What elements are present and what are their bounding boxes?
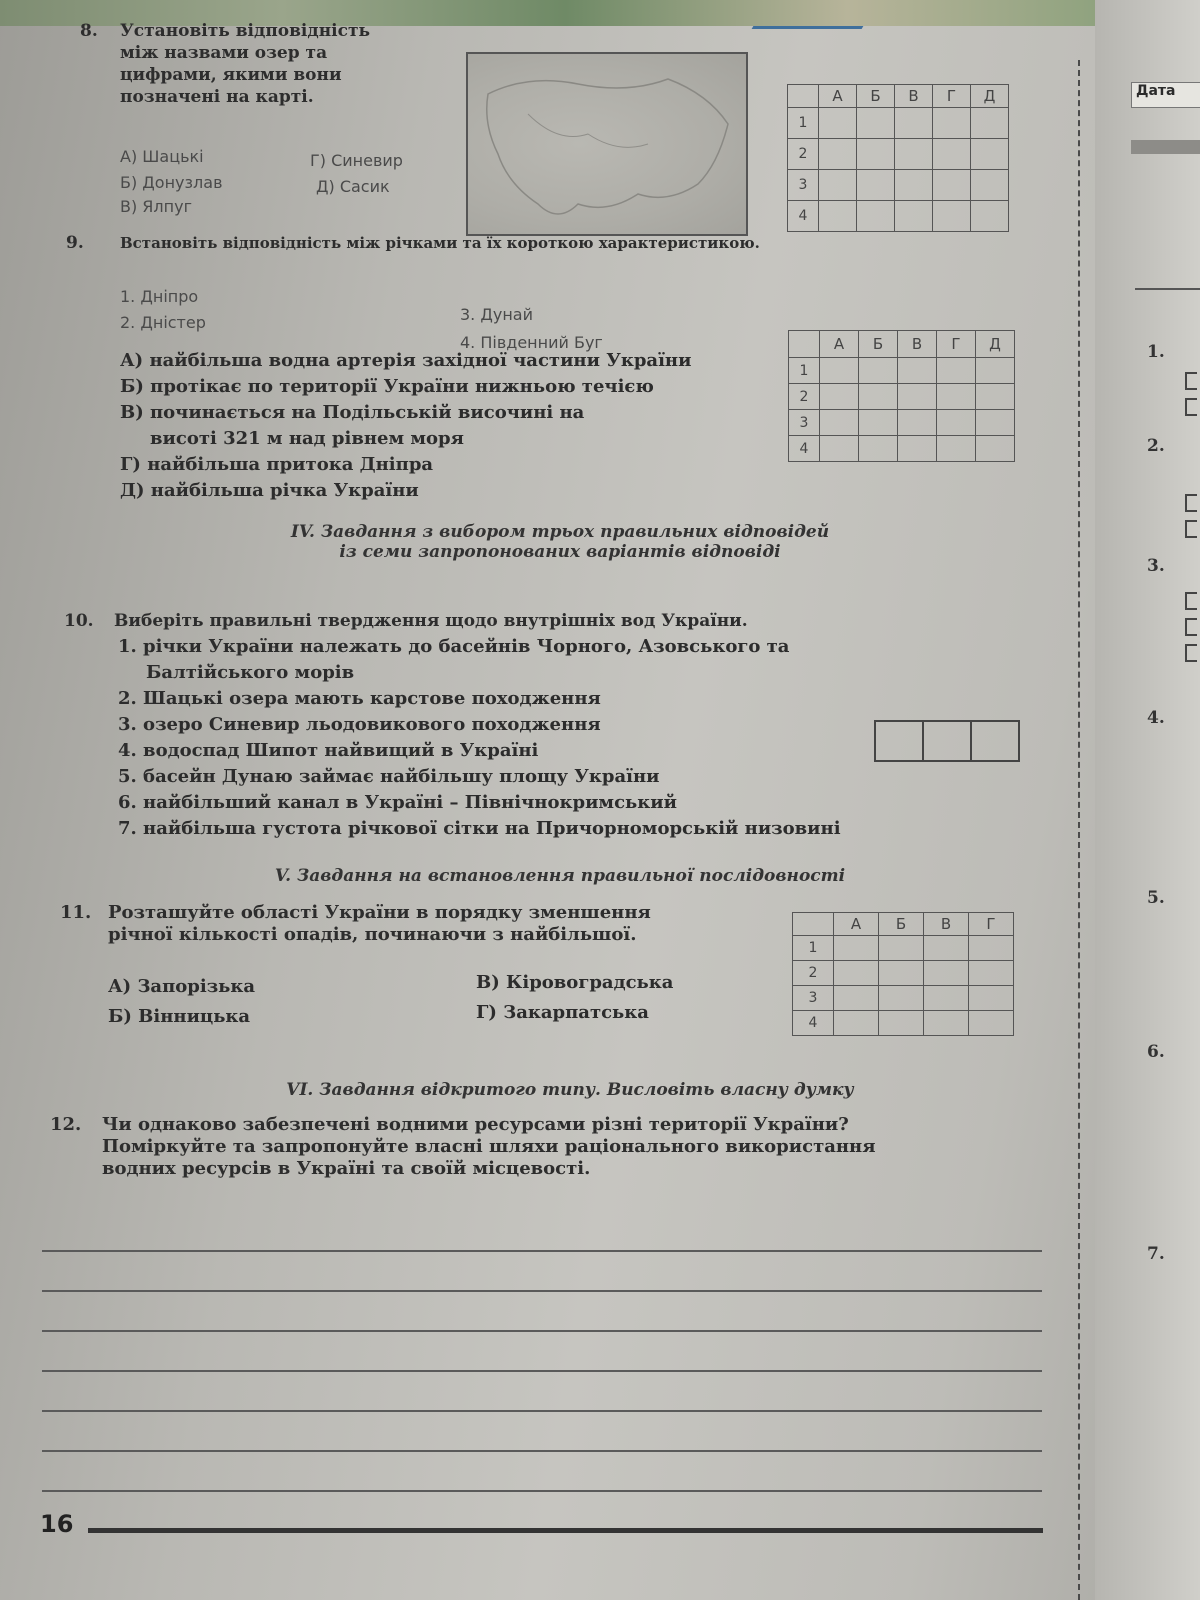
grid-cell[interactable] bbox=[969, 986, 1014, 1011]
grid-cell[interactable] bbox=[895, 139, 933, 170]
q8-number: 8. bbox=[80, 21, 98, 41]
right-number-7: 7. bbox=[1147, 1244, 1165, 1264]
grid-cell[interactable] bbox=[820, 358, 859, 384]
q8-option-d: Д) Сасик bbox=[316, 177, 390, 196]
q9-col-d: Д bbox=[976, 331, 1015, 358]
grid-cell[interactable] bbox=[976, 410, 1015, 436]
q8-col-d: Д bbox=[971, 85, 1009, 108]
q9-col-b: Б bbox=[859, 331, 898, 358]
rule-line bbox=[1135, 288, 1200, 290]
q10-option-4: 4. водоспад Шипот найвищий в Україні bbox=[118, 740, 539, 761]
lakes-map bbox=[466, 52, 748, 236]
grid-cell[interactable] bbox=[879, 1011, 924, 1036]
grid-cell[interactable] bbox=[857, 108, 895, 139]
q9-option-d: Д) найбільша річка України bbox=[120, 480, 419, 501]
page-number: 16 bbox=[40, 1510, 74, 1538]
q8-option-v: В) Ялпуг bbox=[120, 197, 192, 216]
checkbox-icon bbox=[1185, 618, 1197, 636]
q9-option-g: Г) найбільша притока Дніпра bbox=[120, 454, 434, 475]
q11-col-g: Г bbox=[969, 913, 1014, 936]
right-number-1: 1. bbox=[1147, 342, 1165, 362]
q9-answer-grid bbox=[788, 330, 1015, 462]
grid-cell[interactable] bbox=[924, 1011, 969, 1036]
q9-col-g: Г bbox=[937, 331, 976, 358]
q11-option-v: В) Кіровоградська bbox=[476, 972, 674, 993]
q9-row-4: 4 bbox=[789, 436, 820, 462]
grid-cell[interactable] bbox=[976, 358, 1015, 384]
adjacent-page bbox=[1095, 0, 1200, 1600]
grid-cell[interactable] bbox=[834, 936, 879, 961]
grid-cell[interactable] bbox=[895, 170, 933, 201]
q10-option-1: 1. річки України належать до басейнів Чорного, Азовського та bbox=[118, 636, 790, 657]
q9-row-1: 1 bbox=[789, 358, 820, 384]
grid-cell[interactable] bbox=[971, 139, 1009, 170]
grid-cell[interactable] bbox=[819, 170, 857, 201]
grid-cell[interactable] bbox=[971, 170, 1009, 201]
grid-cell[interactable] bbox=[933, 108, 971, 139]
answer-line[interactable] bbox=[42, 1250, 1042, 1252]
grid-cell[interactable] bbox=[898, 358, 937, 384]
answer-line[interactable] bbox=[42, 1410, 1042, 1412]
grid-cell[interactable] bbox=[819, 201, 857, 232]
q10-answer-box[interactable] bbox=[922, 720, 972, 762]
footer-rule bbox=[88, 1528, 1043, 1533]
q8-option-b: Б) Донузлав bbox=[120, 173, 223, 192]
q8-row-2: 2 bbox=[788, 139, 819, 170]
grid-cell[interactable] bbox=[933, 170, 971, 201]
header-band bbox=[1131, 140, 1200, 154]
q9-col-v: В bbox=[898, 331, 937, 358]
grid-cell[interactable] bbox=[834, 1011, 879, 1036]
q9-item-4: 4. Південний Буг bbox=[460, 333, 603, 352]
q8-option-a: А) Шацькі bbox=[120, 147, 204, 166]
q10-option-1-cont: Балтійського морів bbox=[146, 662, 355, 683]
grid-cell[interactable] bbox=[820, 410, 859, 436]
checkbox-icon bbox=[1185, 644, 1197, 662]
map-outline-icon bbox=[468, 54, 748, 234]
q10-option-7: 7. найбільша густота річкової сітки на Причорноморській низовині bbox=[118, 818, 841, 839]
section-4-heading: IV. Завдання з вибором трьох правильних відповідей із семи запропонованих варіантів відповіді bbox=[290, 522, 830, 562]
q10-option-2: 2. Шацькі озера мають карстове походження bbox=[118, 688, 601, 709]
grid-cell[interactable] bbox=[971, 108, 1009, 139]
grid-cell[interactable] bbox=[969, 961, 1014, 986]
checkbox-icon bbox=[1185, 398, 1197, 416]
q11-col-b: Б bbox=[879, 913, 924, 936]
grid-cell[interactable] bbox=[895, 201, 933, 232]
grid-cell[interactable] bbox=[859, 358, 898, 384]
river-line bbox=[752, 0, 879, 29]
q9-text: Встановіть відповідність між річками та їх короткою характеристикою. bbox=[120, 234, 760, 252]
q9-option-b: Б) протікає по території України нижньою течією bbox=[120, 376, 654, 397]
grid-cell[interactable] bbox=[820, 436, 859, 462]
q8-row-4: 4 bbox=[788, 201, 819, 232]
q10-number: 10. bbox=[64, 611, 94, 631]
q11-row-1: 1 bbox=[793, 936, 834, 961]
grid-cell[interactable] bbox=[933, 201, 971, 232]
q10-answer-box[interactable] bbox=[970, 720, 1020, 762]
q8-answer-grid bbox=[787, 84, 1009, 232]
q8-col-a: А bbox=[819, 85, 857, 108]
grid-cell[interactable] bbox=[937, 358, 976, 384]
q11-option-g: Г) Закарпатська bbox=[476, 1002, 649, 1023]
section-6-heading: VI. Завдання відкритого типу. Висловіть власну думку bbox=[286, 1080, 854, 1100]
section-5-heading: V. Завдання на встановлення правильної послідовності bbox=[274, 866, 846, 886]
grid-cell[interactable] bbox=[937, 410, 976, 436]
q8-row-1: 1 bbox=[788, 108, 819, 139]
grid-cell[interactable] bbox=[859, 384, 898, 410]
answer-line[interactable] bbox=[42, 1370, 1042, 1372]
grid-cell[interactable] bbox=[971, 201, 1009, 232]
grid-cell[interactable] bbox=[898, 436, 937, 462]
grid-cell[interactable] bbox=[879, 936, 924, 961]
q11-row-3: 3 bbox=[793, 986, 834, 1011]
q8-text: Установіть відповідність між назвами озер та цифрами, якими вони позначені на карті. bbox=[120, 21, 371, 107]
grid-cell[interactable] bbox=[898, 384, 937, 410]
q11-option-a: А) Запорізька bbox=[108, 976, 256, 997]
date-label: Дата bbox=[1131, 82, 1200, 108]
q11-col-a: А bbox=[834, 913, 879, 936]
q10-answer-box[interactable] bbox=[874, 720, 924, 762]
answer-line[interactable] bbox=[42, 1330, 1042, 1332]
q10-answer-boxes bbox=[876, 720, 1020, 762]
q11-row-2: 2 bbox=[793, 961, 834, 986]
grid-cell[interactable] bbox=[898, 410, 937, 436]
q9-item-2: 2. Дністер bbox=[120, 313, 206, 332]
right-number-5: 5. bbox=[1147, 888, 1165, 908]
grid-cell[interactable] bbox=[859, 436, 898, 462]
cut-line bbox=[1078, 60, 1080, 1600]
q9-row-2: 2 bbox=[789, 384, 820, 410]
q9-option-v-cont: висоті 321 м над рівнем моря bbox=[150, 428, 464, 449]
q11-answer-grid bbox=[792, 912, 1014, 1036]
grid-cell[interactable] bbox=[834, 986, 879, 1011]
grid-cell[interactable] bbox=[976, 384, 1015, 410]
grid-cell[interactable] bbox=[820, 384, 859, 410]
q11-text: Розташуйте області України в порядку зменшення річної кількості опадів, починаючи з найбільшої. bbox=[108, 902, 651, 945]
checkbox-icon bbox=[1185, 372, 1197, 390]
grid-cell[interactable] bbox=[857, 139, 895, 170]
grid-cell[interactable] bbox=[937, 436, 976, 462]
right-number-4: 4. bbox=[1147, 708, 1165, 728]
grid-cell[interactable] bbox=[819, 108, 857, 139]
answer-line[interactable] bbox=[42, 1450, 1042, 1452]
q11-col-v: В bbox=[924, 913, 969, 936]
q8-col-b: Б bbox=[857, 85, 895, 108]
grid-cell[interactable] bbox=[879, 961, 924, 986]
answer-line[interactable] bbox=[42, 1290, 1042, 1292]
q9-item-1: 1. Дніпро bbox=[120, 287, 199, 306]
grid-cell[interactable] bbox=[834, 961, 879, 986]
grid-cell[interactable] bbox=[976, 436, 1015, 462]
q11-number: 11. bbox=[60, 902, 92, 923]
q8-col-g: Г bbox=[933, 85, 971, 108]
checkbox-icon bbox=[1185, 592, 1197, 610]
q9-row-3: 3 bbox=[789, 410, 820, 436]
q10-option-6: 6. найбільший канал в Україні – Північнокримський bbox=[118, 792, 677, 813]
q12-text: Чи однаково забезпечені водними ресурсами різні території України? Поміркуйте та запропонуйте власні шляхи раціонального використання водних ресурсів в Україні та своїй місцевості. bbox=[102, 1114, 876, 1179]
right-number-6: 6. bbox=[1147, 1042, 1165, 1062]
grid-cell[interactable] bbox=[924, 986, 969, 1011]
q11-row-4: 4 bbox=[793, 1011, 834, 1036]
q9-col-a: А bbox=[820, 331, 859, 358]
grid-cell[interactable] bbox=[924, 961, 969, 986]
right-number-2: 2. bbox=[1147, 436, 1165, 456]
grid-cell[interactable] bbox=[969, 1011, 1014, 1036]
right-number-3: 3. bbox=[1147, 556, 1165, 576]
q8-col-v: В bbox=[895, 85, 933, 108]
grid-cell[interactable] bbox=[859, 410, 898, 436]
grid-cell[interactable] bbox=[924, 936, 969, 961]
checkbox-icon bbox=[1185, 520, 1197, 538]
grid-cell[interactable] bbox=[819, 139, 857, 170]
grid-cell[interactable] bbox=[895, 108, 933, 139]
q8-option-g: Г) Синевир bbox=[310, 151, 403, 170]
q9-option-a: А) найбільша водна артерія західної частини України bbox=[120, 350, 692, 371]
grid-cell[interactable] bbox=[937, 384, 976, 410]
q9-item-3: 3. Дунай bbox=[460, 305, 533, 324]
answer-line[interactable] bbox=[42, 1490, 1042, 1492]
q12-number: 12. bbox=[50, 1114, 82, 1135]
q11-option-b: Б) Вінницька bbox=[108, 1006, 251, 1027]
grid-cell[interactable] bbox=[879, 986, 924, 1011]
checkbox-icon bbox=[1185, 494, 1197, 512]
grid-cell[interactable] bbox=[969, 936, 1014, 961]
grid-cell[interactable] bbox=[857, 170, 895, 201]
grid-cell[interactable] bbox=[933, 139, 971, 170]
q9-number: 9. bbox=[66, 233, 84, 253]
q8-row-3: 3 bbox=[788, 170, 819, 201]
q10-text: Виберіть правильні твердження щодо внутрішніх вод України. bbox=[114, 611, 748, 631]
q9-option-v: В) починається на Подільській височині на bbox=[120, 402, 585, 423]
grid-cell[interactable] bbox=[857, 201, 895, 232]
q10-option-3: 3. озеро Синевир льодовикового походження bbox=[118, 714, 601, 735]
q10-option-5: 5. басейн Дунаю займає найбільшу площу України bbox=[118, 766, 660, 787]
